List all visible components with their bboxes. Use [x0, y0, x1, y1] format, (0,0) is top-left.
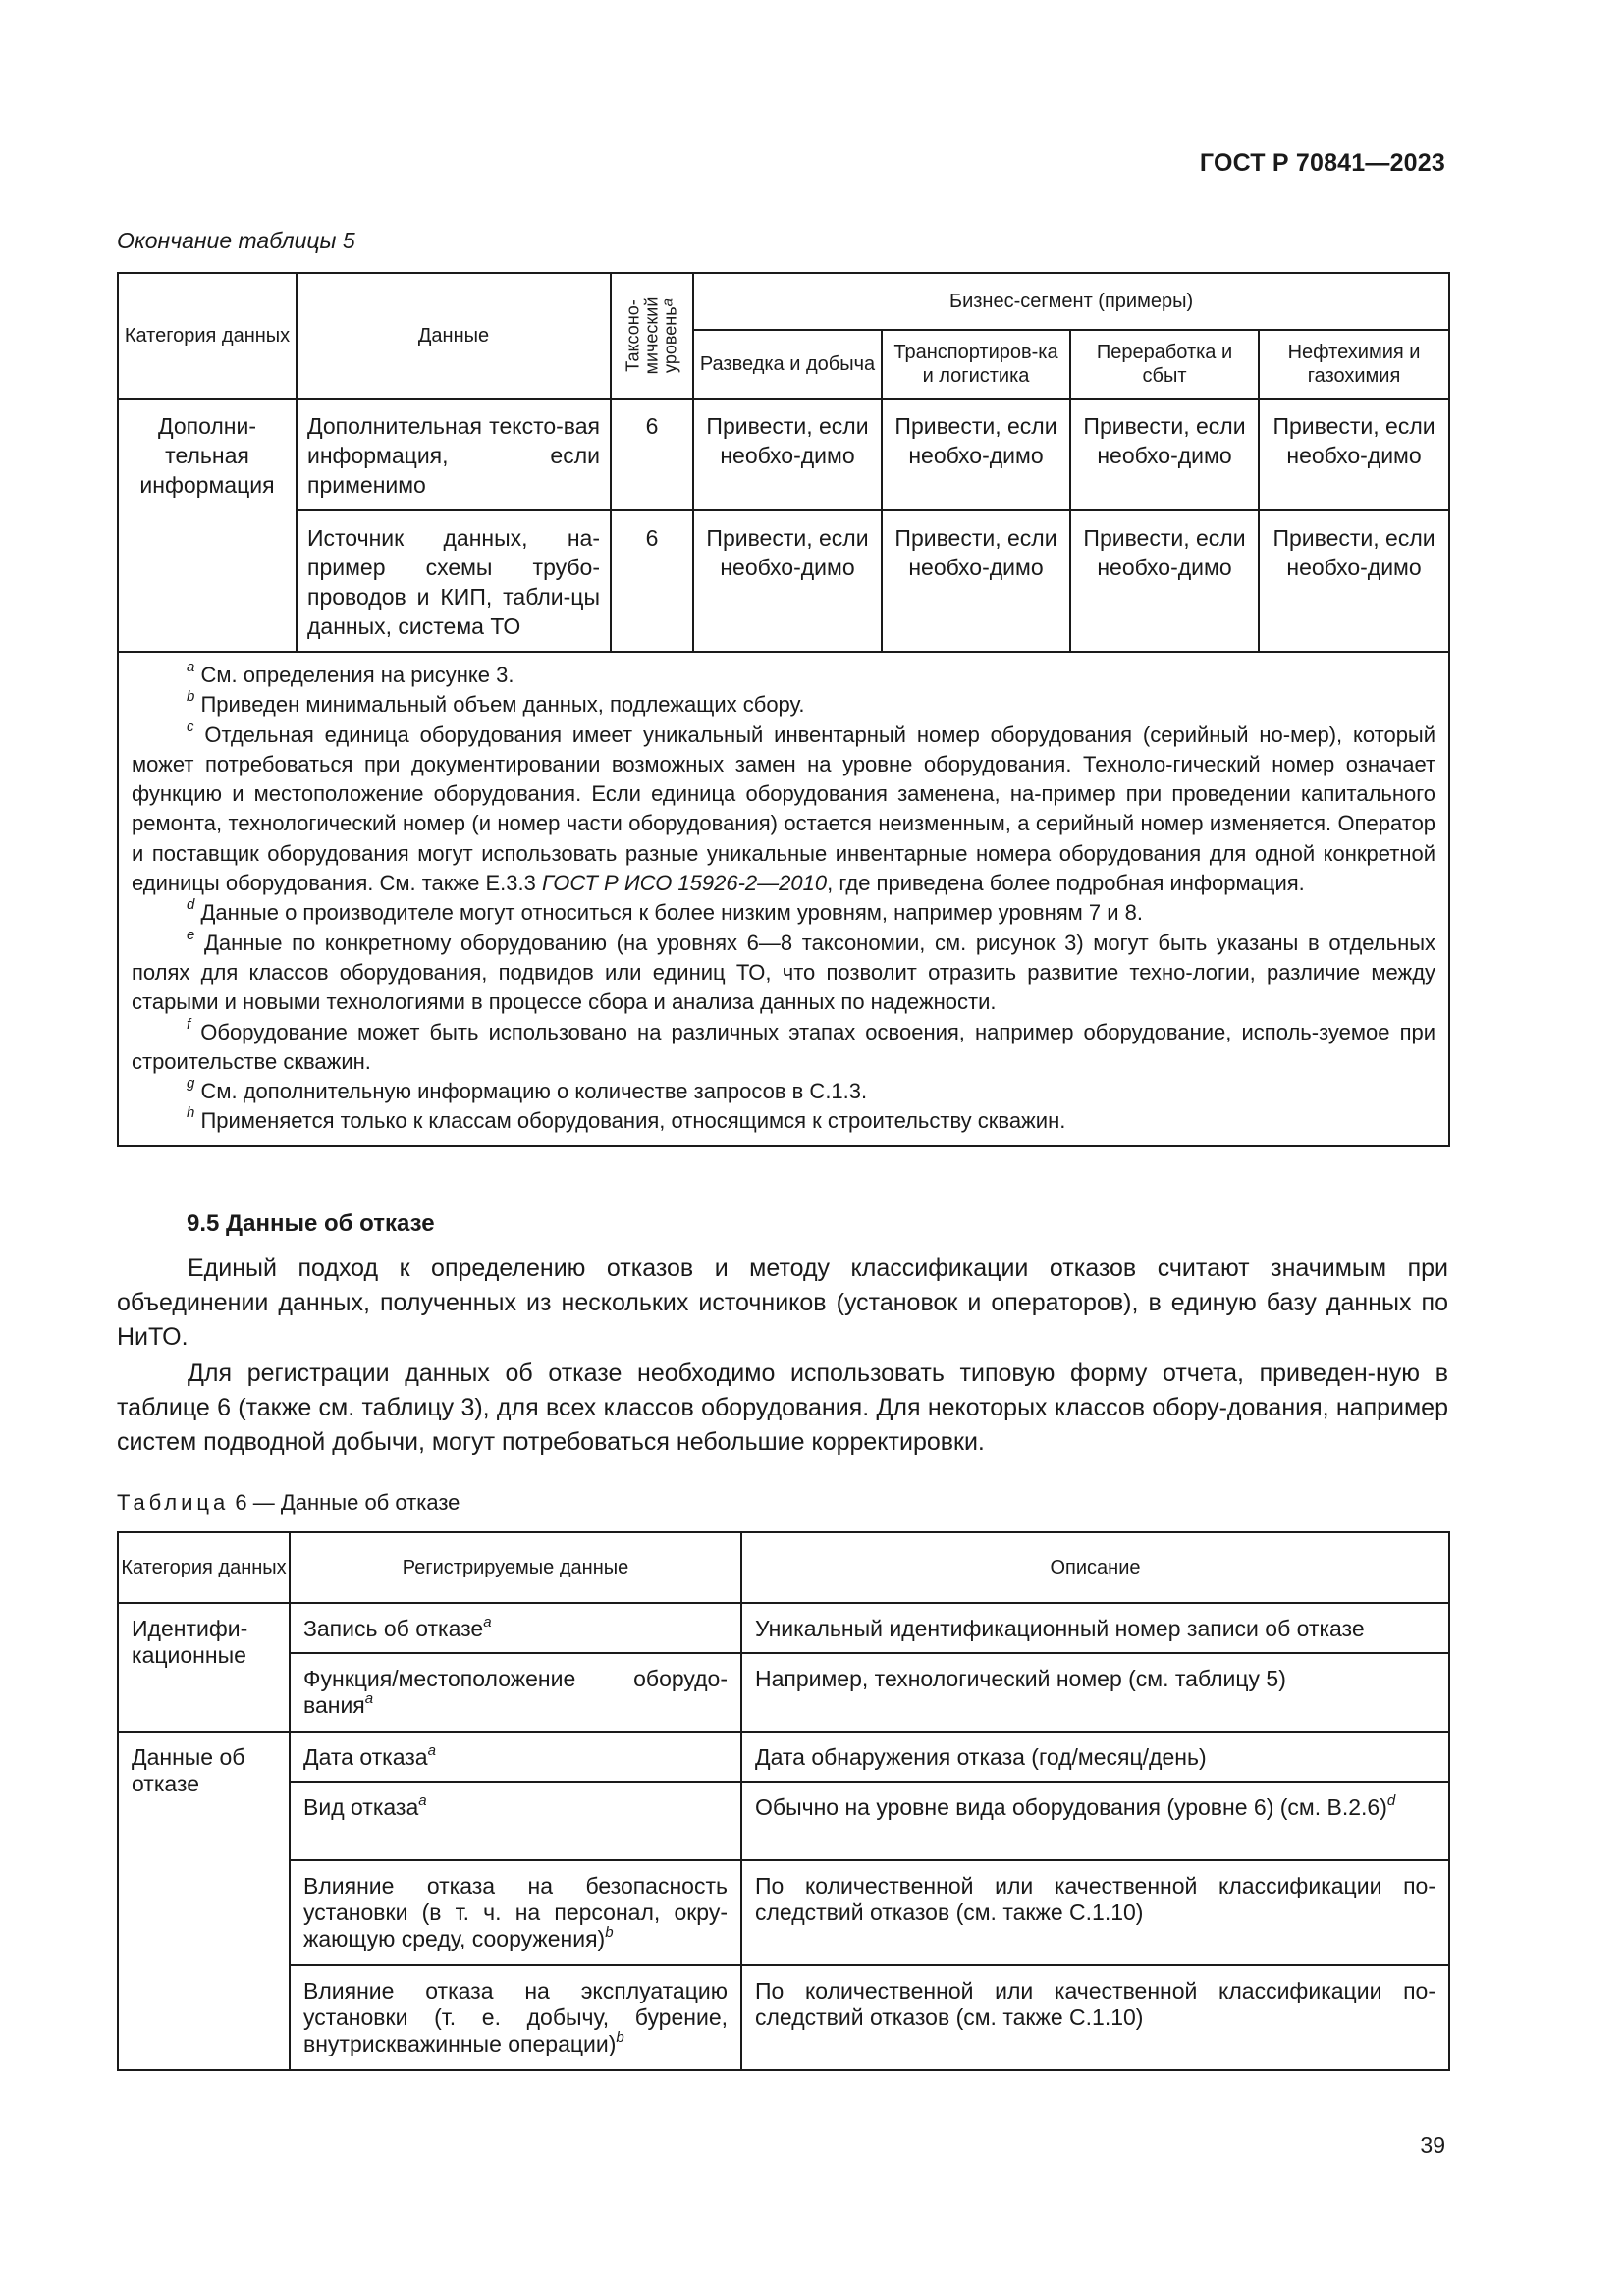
note-text: Оборудование может быть использовано на различных этапах освоения, например оборудование, исполь-зуемое при строительстве скважин. [132, 1019, 1436, 1074]
seg2-cell: Привести, если необхо-димо [882, 510, 1070, 652]
note-text: Применяется только к классам оборудования, относящимся к строительству скважин. [200, 1108, 1066, 1134]
recorded-text: Дата отказа [303, 1744, 428, 1770]
table6-caption-title: 6 — Данные об отказе [235, 1490, 460, 1515]
description-cell: Уникальный идентификационный номер записи об отказе [741, 1603, 1449, 1653]
footnote-mark: a [364, 1690, 374, 1707]
header-seg1: Разведка и добыча [693, 330, 882, 399]
note-a [132, 661, 1435, 690]
table-row [118, 1782, 1449, 1860]
note-mark: d [187, 896, 195, 914]
header-seg3: Переработка и сбыт [1070, 330, 1259, 399]
seg1-cell: Привести, если необхо-димо [693, 510, 882, 652]
recorded-cell [290, 1653, 741, 1732]
footnote-mark: b [616, 2029, 624, 2046]
table-row [118, 1860, 1449, 1965]
recorded-text: Функция/местоположение оборудо-вания [303, 1666, 728, 1718]
recorded-text: Влияние отказа на эксплуатацию установки (т. е. добычу, бурение, внутрискважинные операции) [303, 1978, 728, 2056]
footnote-mark: a [418, 1792, 427, 1809]
note-mark: b [187, 688, 195, 706]
note-d [132, 898, 1435, 928]
page-number: 39 [1420, 2132, 1445, 2158]
note-text: См. определения на рисунке 3. [200, 663, 514, 687]
table-row [118, 1965, 1449, 2070]
header-description: Описание [741, 1532, 1449, 1603]
note-text: Данные о производителе могут относиться к более низким уровням, например уровням 7 и 8. [200, 900, 1143, 926]
recorded-cell [290, 1860, 741, 1965]
table-row [118, 1653, 1449, 1732]
table-row [118, 399, 1449, 510]
footnote-mark: b [605, 1924, 614, 1941]
table-row [118, 510, 1449, 652]
note-e [132, 926, 1436, 1018]
note-text: , где приведена более подробная информация. [827, 871, 1305, 896]
table-notes [118, 652, 1449, 1146]
table6-caption [117, 1490, 460, 1516]
table6-caption-label: Таблица [117, 1490, 230, 1515]
header-data: Данные [297, 273, 611, 399]
level-cell: 6 [611, 510, 693, 652]
description-cell: По количественной или качественной классификации по-следствий отказов (см. также С.1.10) [741, 1860, 1449, 1965]
table-row [118, 1732, 1449, 1782]
note-mark: a [187, 659, 195, 675]
taxonomy-line2: мический [641, 296, 662, 375]
footnote-mark: a [483, 1614, 492, 1630]
table5 [117, 272, 1450, 1147]
recorded-text: Запись об отказе [303, 1616, 484, 1641]
note-mark: h [187, 1104, 195, 1122]
taxonomy-sup: a [659, 298, 677, 307]
category-cell: Дополни-тельная информация [118, 399, 297, 652]
data-cell: Источник данных, на-пример схемы трубо-проводов и КИП, табли-цы данных, система ТО [297, 510, 611, 652]
note-text: Приведен минимальный объем данных, подлежащих сбору. [200, 692, 805, 718]
header-seg2: Транспортиров-ка и логистика [882, 330, 1070, 399]
note-text: Отдельная единица оборудования имеет уникальный инвентарный номер оборудования (серийный но-мер), который может потребоваться при документировании возможных замен на уровне оборудования. Техноло-гический номер означает функцию и местоположение оборудования. Если единица оборудования заменена, на-пример при проведении капитального ремонта, технологический номер (и номер части оборудования) остается неизменным, а серийный номер изменяется. Оператор и поставщик оборудования могут использовать разные уникальные инвентарные номера оборудования для одной конкретной единицы оборудования. См. также Е.3.3 [132, 721, 1436, 896]
recorded-cell [290, 1603, 741, 1653]
note-text: Данные по конкретному оборудованию (на уровнях 6—8 таксономии, см. рисунок 3) могут быть указаны в отдельных полях для классов оборудования, подвидов или единиц ТО, что позволит отразить развитие техно-логии, различие между старыми и новыми технологиями в процессе сбора и анализа данных по надежности. [132, 930, 1436, 1015]
recorded-text: Влияние отказа на безопасность установки (в т. ч. на персонал, окру-жающую среду, сооружения) [303, 1873, 728, 1951]
seg3-cell: Привести, если необхо-димо [1070, 399, 1259, 510]
description-cell [741, 1782, 1449, 1860]
note-b [132, 690, 1435, 720]
description-text: Обычно на уровне вида оборудования (уровне 6) (см. B.2.6) [755, 1794, 1387, 1820]
seg2-cell: Привести, если необхо-димо [882, 399, 1070, 510]
note-mark: c [187, 718, 194, 735]
note-reference: ГОСТ Р ИСО 15926-2—2010 [541, 871, 828, 896]
seg1-cell: Привести, если необхо-димо [693, 399, 882, 510]
note-c [132, 718, 1436, 899]
table-row [118, 1603, 1449, 1653]
note-mark: e [187, 926, 195, 943]
section-title: 9.5 Данные об отказе [187, 1210, 435, 1237]
recorded-cell [290, 1732, 741, 1782]
seg3-cell: Привести, если необхо-димо [1070, 510, 1259, 652]
header-seg4: Нефтехимия и газохимия [1259, 330, 1449, 399]
standard-code: ГОСТ Р 70841—2023 [1199, 149, 1445, 177]
header-taxonomy-level [611, 273, 693, 399]
header-business-segment: Бизнес-сегмент (примеры) [693, 273, 1449, 330]
note-g [132, 1077, 1435, 1106]
recorded-cell [290, 1782, 741, 1860]
recorded-text: Вид отказа [303, 1794, 419, 1820]
note-h [132, 1106, 1435, 1136]
table6 [117, 1531, 1450, 2071]
seg4-cell: Привести, если необхо-димо [1259, 399, 1449, 510]
header-recorded-data: Регистрируемые данные [290, 1532, 741, 1603]
recorded-cell [290, 1965, 741, 2070]
category-cell: Данные об отказе [118, 1732, 290, 2070]
description-cell: Например, технологический номер (см. таблицу 5) [741, 1653, 1449, 1732]
description-cell: По количественной или качественной классификации по-следствий отказов (см. также С.1.10) [741, 1965, 1449, 2070]
section-paragraph-1: Единый подход к определению отказов и методу классификации отказов считают значимым при объединении данных, полученных из нескольких источников (установок и операторов), в единую базу данных по НиТО. [117, 1255, 1448, 1351]
category-cell: Идентифи-кационные [118, 1603, 290, 1732]
seg4-cell: Привести, если необхо-димо [1259, 510, 1449, 652]
data-cell: Дополнительная тексто-вая информация, если применимо [297, 399, 611, 510]
description-cell: Дата обнаружения отказа (год/месяц/день) [741, 1732, 1449, 1782]
taxonomy-line1: Таксоно- [623, 299, 643, 372]
note-f [132, 1015, 1436, 1078]
note-mark: f [187, 1015, 191, 1033]
level-cell: 6 [611, 399, 693, 510]
header-category: Категория данных [118, 273, 297, 399]
table5-continuation-caption: Окончание таблицы 5 [117, 228, 355, 253]
note-text: См. дополнительную информацию о количестве запросов в С.1.3. [200, 1079, 868, 1104]
section-paragraph-2: Для регистрации данных об отказе необходимо использовать типовую форму отчета, приведен-ную в таблице 6 (также см. таблицу 3), для всех классов оборудования. Для некоторых классов обору-дования, например систем подводной добычи, могут потребоваться небольшие корректировки. [117, 1360, 1448, 1456]
footnote-mark: d [1386, 1792, 1396, 1809]
note-mark: g [187, 1075, 195, 1093]
taxonomy-line3: уровень [660, 306, 680, 373]
header-category: Категория данных [118, 1532, 290, 1603]
footnote-mark: a [427, 1742, 436, 1759]
